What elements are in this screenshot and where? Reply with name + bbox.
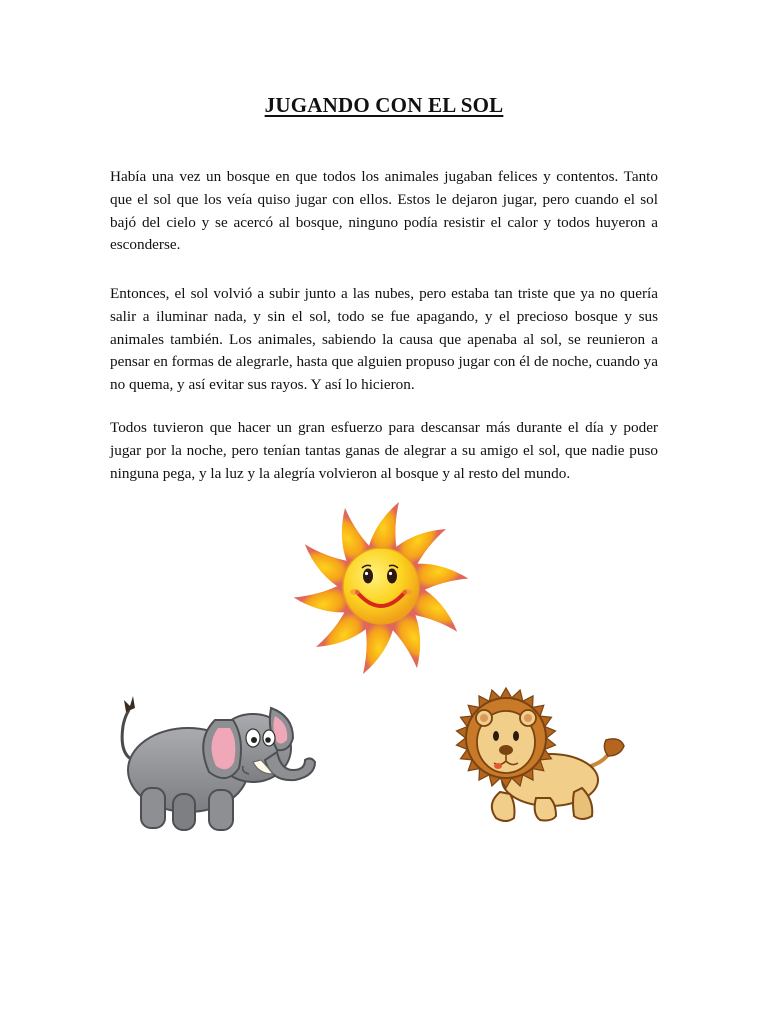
- smiling-sun-icon: [293, 500, 473, 685]
- story-paragraph-1: Había una vez un bosque en que todos los animales jugaban felices y contentos. Tanto que el sol que los veía quiso jugar con ellos. Estos le dejaron jugar, pero cuando el sol bajó del cielo y se acercó al bosque, ninguno podía resistir el calor y todos huyeron a esconderse.: [110, 168, 658, 254]
- cartoon-elephant-icon: [103, 690, 328, 838]
- story-title: JUGANDO CON EL SOL: [264, 93, 504, 117]
- story-paragraph-2: Entonces, el sol volvió a subir junto a las nubes, pero estaba tan triste que ya no quería salir a iluminar nada, y sin el sol, todo se fue apagando, y el precioso bosque y sus animales también. Los animales, sabiendo la causa que apenaba al sol, se reunieron a pensar en formas de alegrarle, hasta que alguien propuso jugar con él de noche, cuando ya no quema, y así evitar sus rayos. Y así lo hicieron.: [110, 285, 658, 394]
- story-paragraph-3: Todos tuvieron que hacer un gran esfuerzo para descansar más durante el día y poder jugar por la noche, pero tenían tantas ganas de alegrar a su amigo el sol, que nadie puso ninguna pega, y la luz y la alegría volvieron al bosque y al resto del mundo.: [110, 419, 658, 482]
- cartoon-lion-icon: [450, 680, 635, 830]
